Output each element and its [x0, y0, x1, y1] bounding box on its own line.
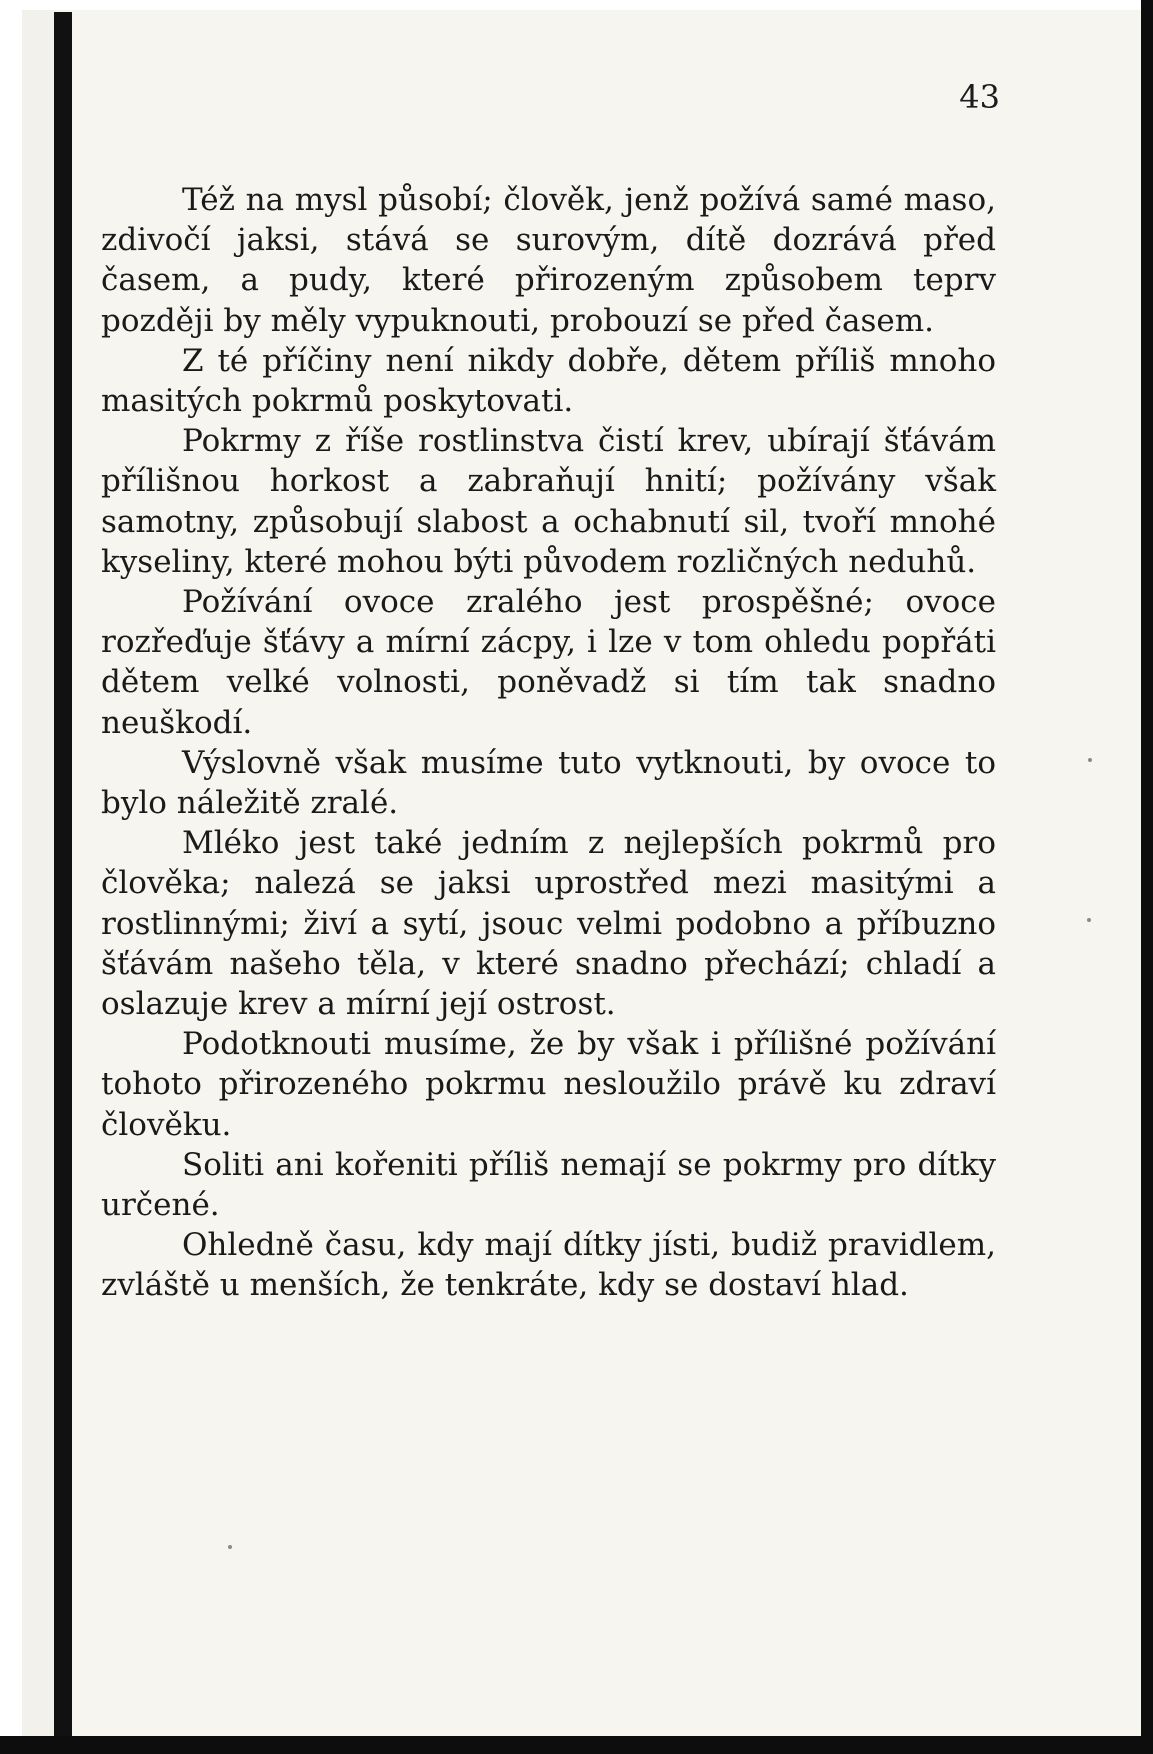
paragraph: Pokrmy z říše rostlinstva čistí krev, ubírají šťávám přílišnou horkost a zabraňují hnití; požívány však samotny, způsobují slabost a ochabnutí sil, tvoří mnohé kyseliny, které mohou býti původem rozličných neduhů. [101, 423, 996, 580]
paper-speck [1088, 758, 1092, 762]
paper-speck [1087, 918, 1091, 922]
paragraph: Mléko jest také jedním z nejlepších pokrmů pro člověka; nalezá se jaksi uprostřed mezi masitými a rostlinnými; živí a sytí, jsouc velmi podobno a příbuzno šťávám našeho těla, v které snadno přechází; chladí a oslazuje krev a mírní její ostrost. [101, 825, 996, 1023]
page-number: 43 [959, 78, 1000, 116]
scan-border-bottom [0, 1736, 1153, 1754]
body-text [101, 180, 996, 1306]
paper-speck [228, 1545, 232, 1549]
paragraph: Výslovně však musíme tuto vytknouti, by ovoce to bylo náležitě zralé. [101, 744, 996, 822]
paragraph: Požívání ovoce zralého jest prospěšné; ovoce rozřeďuje šťávy a mírní zácpy, i lze v tom ohledu popřáti dětem velké volnosti, poněvadž si tím tak snadno neuškodí. [101, 584, 996, 741]
paragraph: Podotknouti musíme, že by však i přílišné požívání tohoto přirozeného pokrmu nesloužilo právě ku zdraví člověku. [101, 1026, 996, 1143]
scan-border-left [0, 0, 22, 1754]
paragraph: Též na mysl působí; člověk, jenž požívá samé maso, zdivočí jaksi, stává se surovým, dítě dozrává před časem, a pudy, které přirozeným způsobem teprv později by měly vypuknouti, probouzí se před časem. [101, 182, 996, 339]
paragraph: Ohledně času, kdy mají dítky jísti, budiž pravidlem, zvláště u menších, že tenkráte, kdy se dostaví hlad. [101, 1227, 996, 1304]
scan-border-top [0, 0, 1153, 10]
paragraph: Z té příčiny není nikdy dobře, dětem příliš mnoho masitých pokrmů poskytovati. [101, 342, 996, 420]
page-margin-left [22, 10, 54, 1736]
scan-border-right [1141, 0, 1153, 1754]
paragraph: Soliti ani kořeniti příliš nemají se pokrmy pro dítky určené. [101, 1146, 996, 1224]
binding-gutter [54, 12, 72, 1736]
